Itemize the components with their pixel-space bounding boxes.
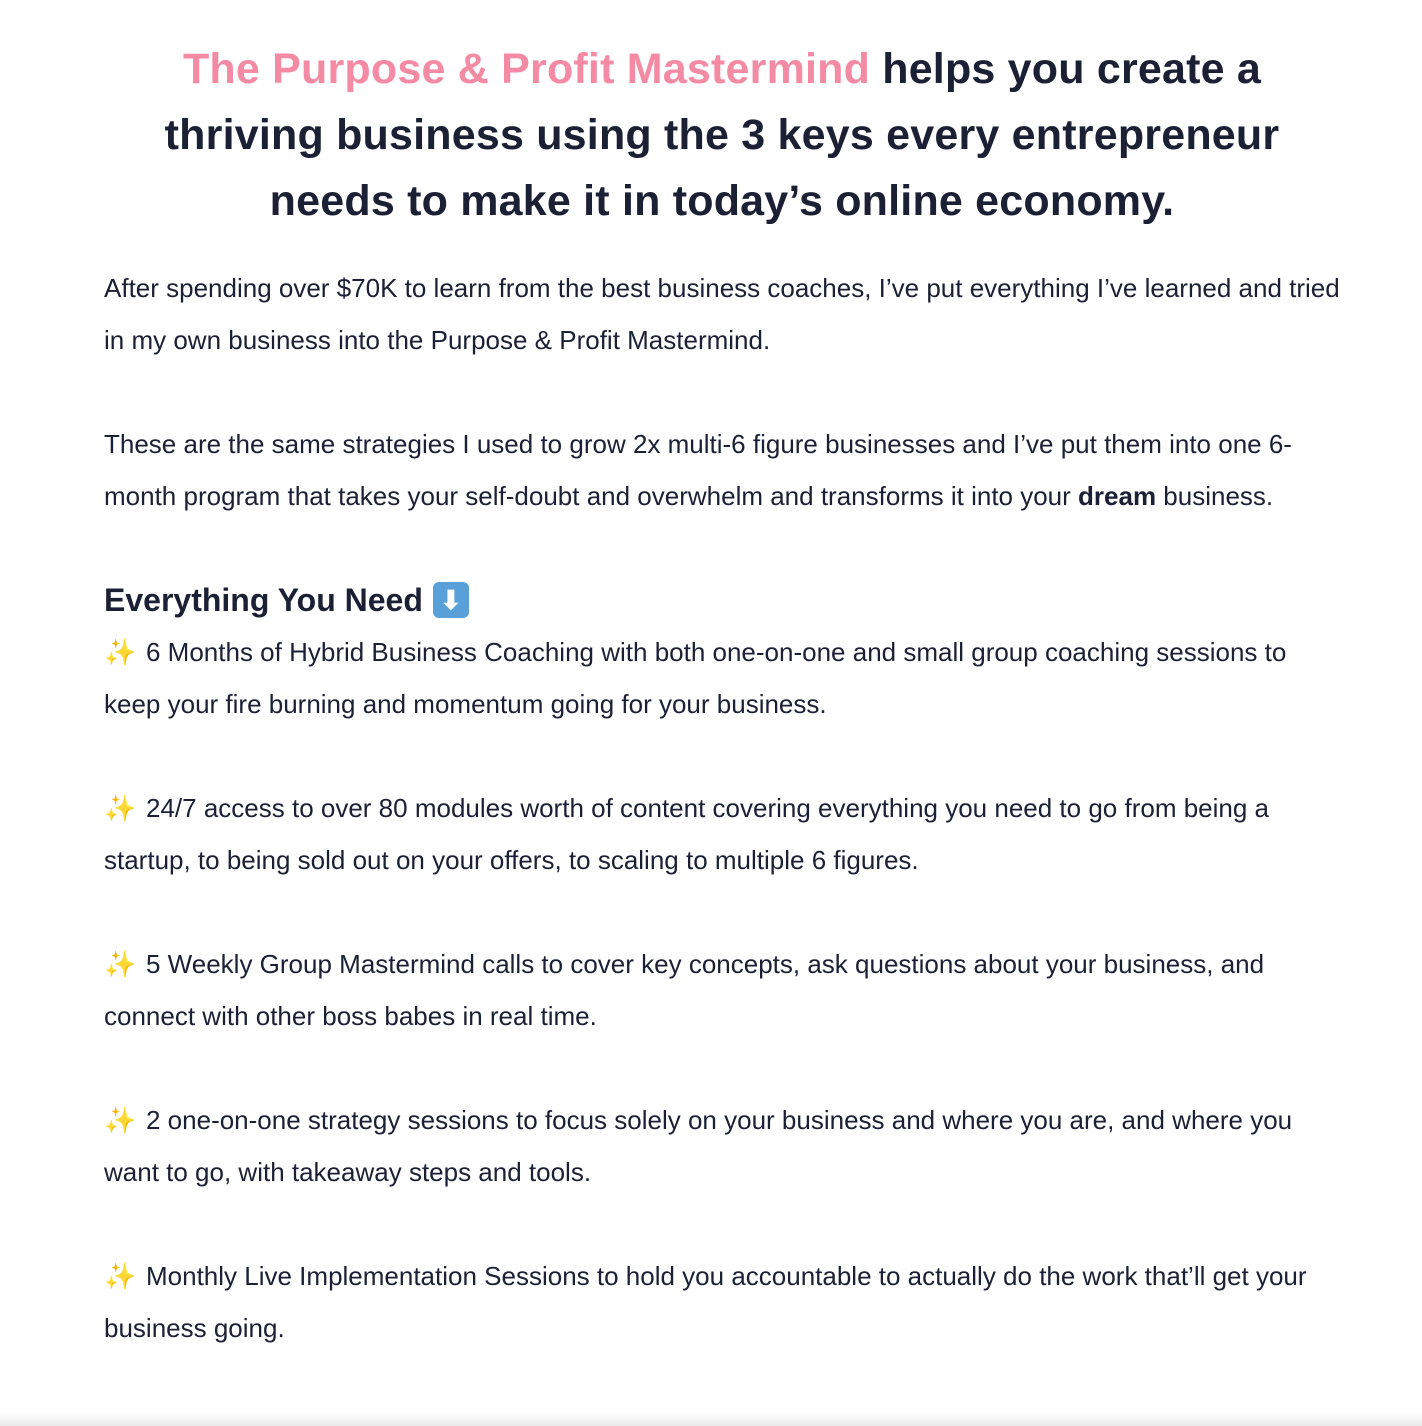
intro-paragraph-2-end: business.: [1156, 481, 1274, 511]
list-item: [104, 1094, 1340, 1198]
sparkles-icon: ✨: [104, 1261, 137, 1291]
list-item: [104, 626, 1340, 730]
section-title: [104, 574, 1340, 626]
section-title-text: Everything You Need: [104, 582, 423, 618]
list-item: [104, 1250, 1340, 1354]
sparkles-icon: ✨: [104, 637, 137, 667]
headline-rest: helps you create a thriving business using the 3 keys every entrepreneur needs to make it in today’s online economy.: [164, 45, 1280, 225]
sparkles-icon: ✨: [104, 793, 137, 823]
list-item-text: 6 Months of Hybrid Business Coaching with both one-on-one and small group coaching sessions to keep your fire burning and momentum going for your business.: [104, 637, 1287, 719]
benefits-list: [104, 626, 1340, 1354]
intro-paragraph-1: After spending over $70K to learn from the best business coaches, I’ve put everything I’ve learned and tried in my own business into the Purpose & Profit Mastermind.: [104, 273, 1340, 355]
intro-paragraph-2-emphasis: dream: [1078, 481, 1157, 511]
content-body: [104, 262, 1340, 1354]
list-item-text: Monthly Live Implementation Sessions to hold you accountable to actually do the work that’ll get your business going.: [104, 1261, 1307, 1343]
bottom-edge-shadow: [0, 1412, 1422, 1426]
list-item: [104, 938, 1340, 1042]
list-item: [104, 782, 1340, 886]
headline-accent: The Purpose & Profit Mastermind: [182, 45, 871, 93]
sparkles-icon: ✨: [104, 1105, 137, 1135]
down-arrow-icon: ⬇: [433, 582, 469, 618]
intro-paragraph-2: [104, 418, 1340, 522]
list-item-text: 24/7 access to over 80 modules worth of content covering everything you need to go from being a startup, to being sold out on your offers, to scaling to multiple 6 figures.: [104, 793, 1270, 875]
sparkles-icon: ✨: [104, 949, 137, 979]
headline: [104, 36, 1340, 234]
intro-paragraph-2-text: These are the same strategies I used to grow 2x multi-6 figure businesses and I’ve put them into one 6-month program that takes your self-doubt and overwhelm and transforms it into your: [104, 429, 1292, 511]
list-item-text: 5 Weekly Group Mastermind calls to cover key concepts, ask questions about your business, and connect with other boss babes in real time.: [104, 949, 1265, 1031]
list-item-text: 2 one-on-one strategy sessions to focus solely on your business and where you are, and where you want to go, with takeaway steps and tools.: [104, 1105, 1293, 1187]
